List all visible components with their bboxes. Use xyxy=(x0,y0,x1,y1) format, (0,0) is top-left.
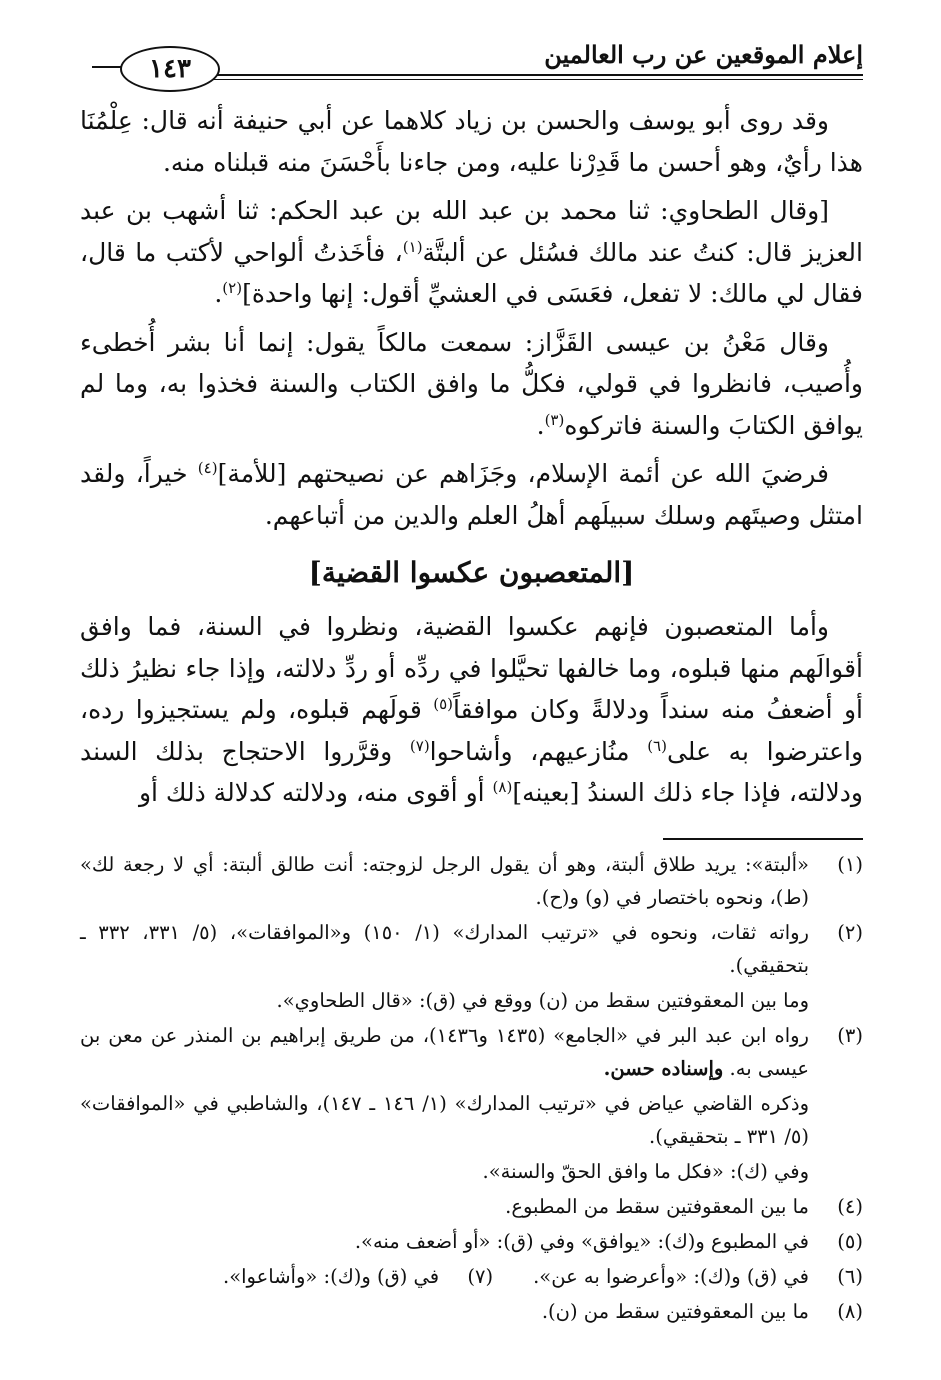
footnote-number: (٢) xyxy=(837,921,863,944)
footnote-number: (٣) xyxy=(837,1024,863,1047)
footnote-4 xyxy=(80,1190,863,1223)
footnotes xyxy=(80,848,863,1330)
footnote-text: في (ق) و(ك): «وأشاعوا». xyxy=(223,1265,440,1288)
paragraph xyxy=(80,190,863,315)
paragraph-text: وقرَّروا الاحتجاج بذلك السند ودلالته، فإذا جاء ذلك السندُ [بعينه] xyxy=(80,736,863,807)
footnote-6 xyxy=(533,1260,863,1293)
footnote-text-bold: وإسناده حسن. xyxy=(603,1057,724,1080)
section-heading: [المتعصبون عكسوا القضية] xyxy=(308,556,635,589)
paragraph-text: قولَهم قبلوه، ولم يستجيزوا رده، واعترضوا به على xyxy=(80,695,864,766)
footnote-continuation: وما بين المعقوفتين سقط من (ن) ووقع في (ق): «قال الطحاوي». xyxy=(276,989,809,1012)
paragraph-text: ، فأخَذتُ ألواحي لأكتب ما قال، فقال لي مالك: لا تفعل، فعَسَى في العشيِّ أقول: إنها واحدة] xyxy=(80,237,863,308)
footnote-number: (٤) xyxy=(837,1195,863,1218)
footnote-text: ما بين المعقوفتين سقط من (ن). xyxy=(541,1300,809,1323)
footnote-marker: (٢) xyxy=(222,279,243,297)
header-rule-thin xyxy=(210,79,863,80)
footnote-number: (١) xyxy=(837,853,863,876)
footnote-text: في المطبوع و(ك): «يوافق» وفي (ق): «أو أضعف منه». xyxy=(354,1230,809,1253)
footnote-separator xyxy=(663,838,863,840)
page-header xyxy=(92,38,863,86)
footnote-marker: (٨) xyxy=(492,778,513,796)
footnote-number: (٧) xyxy=(467,1265,494,1288)
paragraph-text: منُازعيهم، وأشاحوا xyxy=(429,736,648,766)
paragraph-text: وقد روى أبو يوسف والحسن بن زياد كلاهما عن أبي حنيفة أنه قال: عِلْمُنَا هذا رأيٌ، وهو أحسن ما قَدِرْنا عليه، ومن جاءنا بأَحْسَنَ منه قبلناه منه. xyxy=(80,106,863,177)
paragraph-text: فرضيَ الله عن أئمة الإسلام، وجَزَاهم عن نصيحتهم [للأمة] xyxy=(217,459,829,488)
footnote-5 xyxy=(80,1225,863,1258)
footnote-text-part: رواه ابن عبد البر في «الجامع» (١٤٣٥ و١٤٣٦)، من طريق إبراهيم بن المنذر عن معن بن عيسى به. xyxy=(80,1024,809,1080)
footnote-7 xyxy=(223,1260,493,1293)
footnote-3 xyxy=(80,1019,863,1085)
footnote-marker: (٤) xyxy=(197,459,218,477)
footnote-number: (٦) xyxy=(837,1265,863,1288)
footnote-continuation: وذكره القاضي عياض في «ترتيب المدارك» (١/ ١٤٦ ـ ١٤٧)، والشاطبي في «الموافقات» (٥/ ٣٣١ ـ بتحقيقي). xyxy=(80,1092,809,1148)
header-rule xyxy=(210,74,863,76)
paragraph xyxy=(80,453,863,536)
header-rule-left xyxy=(92,66,122,68)
footnote-text xyxy=(80,1019,809,1085)
footnote-text: ما بين المعقوفتين سقط من المطبوع. xyxy=(505,1195,809,1218)
footnote-number: (٨) xyxy=(837,1300,863,1323)
footnote-text: في (ق) و(ك): «وأعرضوا به عن». xyxy=(533,1265,809,1288)
paragraph xyxy=(80,100,863,183)
paragraph-text: وأما المتعصبون فإنهم عكسوا القضية، ونظروا في السنة، فما وافق أقوالَهم منها قبلوه، وما خالفها تحيَّلوا في ردِّه أو ردِّ دلالته، وإذا جاء نظيرُ ذلك أو أضعفُ منه سنداً ودلالةً وكان موافقاً xyxy=(80,612,863,724)
footnote-text: رواته ثقات، ونحوه في «ترتيب المدارك» (١/ ١٥٠) و«الموافقات»، (٥/ ٣٣١، ٣٣٢ ـ بتحقيقي). xyxy=(80,921,809,977)
paragraph xyxy=(80,322,863,447)
footnote-marker: (٣) xyxy=(544,410,565,429)
footnote-continuation: وفي (ك): «فكل ما وافق الحقّ والسنة». xyxy=(482,1160,809,1183)
footnote-2 xyxy=(80,916,863,982)
footnote-number: (٥) xyxy=(837,1230,863,1253)
paragraph-text: خيراً، ولقد امتثل وصيتَهم وسلك سبيلَهم أهلُ العلم والدين من أتباعهم. xyxy=(80,459,863,530)
footnote-marker: (١) xyxy=(402,237,423,256)
footnote-marker: (٧) xyxy=(409,736,430,755)
footnote-text: «ألبتة»: يريد طلاق ألبتة، وهو أن يقول الرجل لزوجته: أنت طالق ألبتة: أي لا رجعة لك» (ط)، ونحوه باختصار في (و) و(ح). xyxy=(80,853,809,909)
page-number-badge xyxy=(120,46,220,92)
footnote-marker: (٥) xyxy=(433,695,453,713)
paragraph-text: . xyxy=(536,410,545,440)
paragraph-text: . xyxy=(214,279,223,308)
paragraph-text: أو أقوى منه، ودلالته كدلالة ذلك أو xyxy=(138,778,493,807)
main-text xyxy=(80,100,863,821)
page-number: ١٤٣ xyxy=(149,54,191,84)
footnote-marker: (٦) xyxy=(647,736,667,755)
paragraph-text: [وقال الطحاوي: ثنا محمد بن عبد الله بن عبد الحكم: ثنا أشهب بن عبد العزيز قال: كنتُ عند مالك فسُئل عن ألبتَّة xyxy=(80,196,863,267)
footnote-1 xyxy=(80,848,863,914)
running-title: إعلام الموقعين عن رب العالمين xyxy=(544,40,863,69)
paragraph xyxy=(80,606,863,814)
footnote-8 xyxy=(80,1295,863,1328)
paragraph-text: وقال مَعْنُ بن عيسى القَزَّاز: سمعت مالكاً يقول: إنما أنا بشر أُخطىء وأُصيب، فانظروا في قولي، فكلُّ ما وافق الكتاب والسنة فخذوا به، وما لم يوافق الكتابَ والسنة فاتركوه xyxy=(80,327,863,440)
footnote-row-6-7 xyxy=(80,1260,863,1295)
